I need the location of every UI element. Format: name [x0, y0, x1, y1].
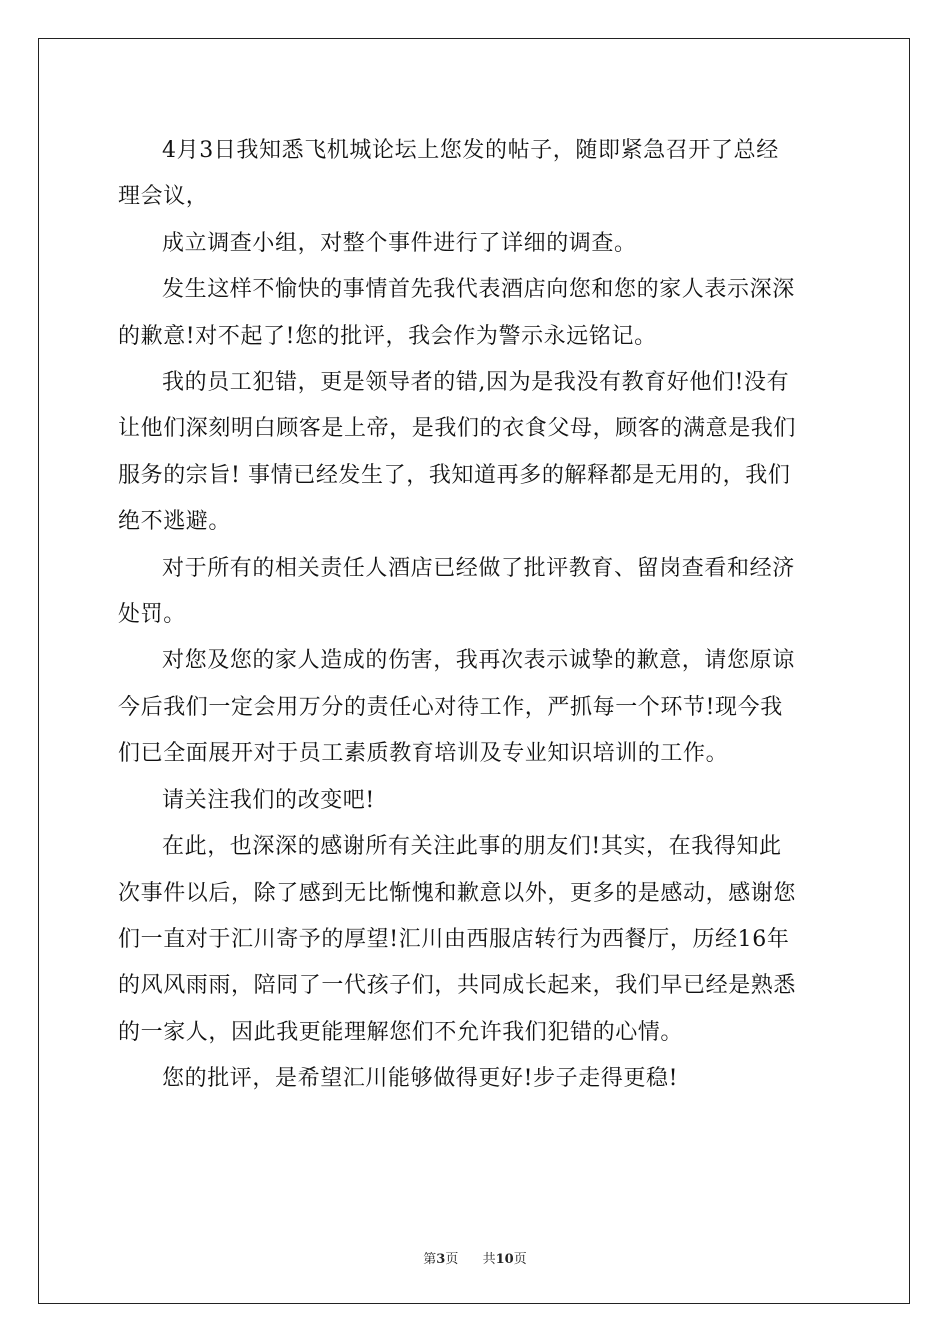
- page-prefix: 第: [423, 1252, 437, 1267]
- page-suffix: 页: [445, 1252, 459, 1267]
- text-line: 请关注我们的改变吧!: [162, 787, 375, 813]
- text-line: 今后我们一定会用万分的责任心对待工作，严抓每一个环节!现今我: [118, 694, 783, 720]
- total-prefix: 共: [482, 1252, 496, 1267]
- paragraph: [118, 128, 838, 221]
- page-footer: [0, 1248, 950, 1267]
- paragraph: [118, 824, 838, 1056]
- text-line: 处罚。: [118, 602, 186, 628]
- text-line: 次事件以后，除了感到无比惭愧和歉意以外，更多的是感动，感谢您: [118, 880, 797, 906]
- text-line: 的一家人，因此我更能理解您们不允许我们犯错的心情。: [118, 1019, 684, 1045]
- total-pages: 10: [495, 1252, 514, 1267]
- paragraph: [118, 360, 838, 546]
- text-line: 发生这样不愉快的事情首先我代表酒店向您和您的家人表示深深: [162, 277, 795, 303]
- total-pages-label: [483, 1248, 527, 1267]
- text-line: 们一直对于汇川寄予的厚望!汇川由西服店转行为西餐厅，历经16年: [118, 926, 790, 952]
- paragraph: [118, 778, 838, 824]
- text-line: 对于所有的相关责任人酒店已经做了批评教育、留岗查看和经济: [162, 555, 795, 581]
- paragraph: [118, 267, 838, 360]
- text-line: 的风风雨雨，陪同了一代孩子们，共同成长起来，我们早已经是熟悉: [118, 973, 797, 999]
- text-line: 们已全面展开对于员工素质教育培训及专业知识培训的工作。: [118, 741, 729, 767]
- text-line: 的歉意!对不起了!您的批评，我会作为警示永远铭记。: [118, 323, 657, 349]
- text-line: 成立调查小组，对整个事件进行了详细的调查。: [162, 230, 637, 256]
- text-line: 绝不逃避。: [118, 509, 232, 535]
- text-line: 我的员工犯错，更是领导者的错,因为是我没有教育好他们!没有: [162, 370, 790, 396]
- text-line: 对您及您的家人造成的伤害，我再次表示诚挚的歉意，请您原谅: [162, 648, 795, 674]
- text-line: 让他们深刻明白顾客是上帝，是我们的衣食父母，顾客的满意是我们: [118, 416, 797, 442]
- paragraph: [118, 1056, 838, 1102]
- text-line: 您的批评，是希望汇川能够做得更好!步子走得更稳!: [162, 1066, 679, 1092]
- paragraph: [118, 546, 838, 639]
- text-line: 服务的宗旨! 事情已经发生了，我知道再多的解释都是无用的，我们: [118, 462, 791, 488]
- page-number: 3: [436, 1252, 446, 1267]
- document-body: [118, 128, 838, 1103]
- paragraph: [118, 638, 838, 777]
- text-line: 理会议，: [118, 184, 209, 210]
- page-number-label: [423, 1248, 458, 1267]
- total-suffix: 页: [513, 1252, 527, 1267]
- text-line: 在此，也深深的感谢所有关注此事的朋友们!其实，在我得知此: [162, 834, 782, 860]
- text-line: 4月3日我知悉飞机城论坛上您发的帖子，随即紧急召开了总经: [162, 138, 779, 163]
- paragraph: [118, 221, 838, 267]
